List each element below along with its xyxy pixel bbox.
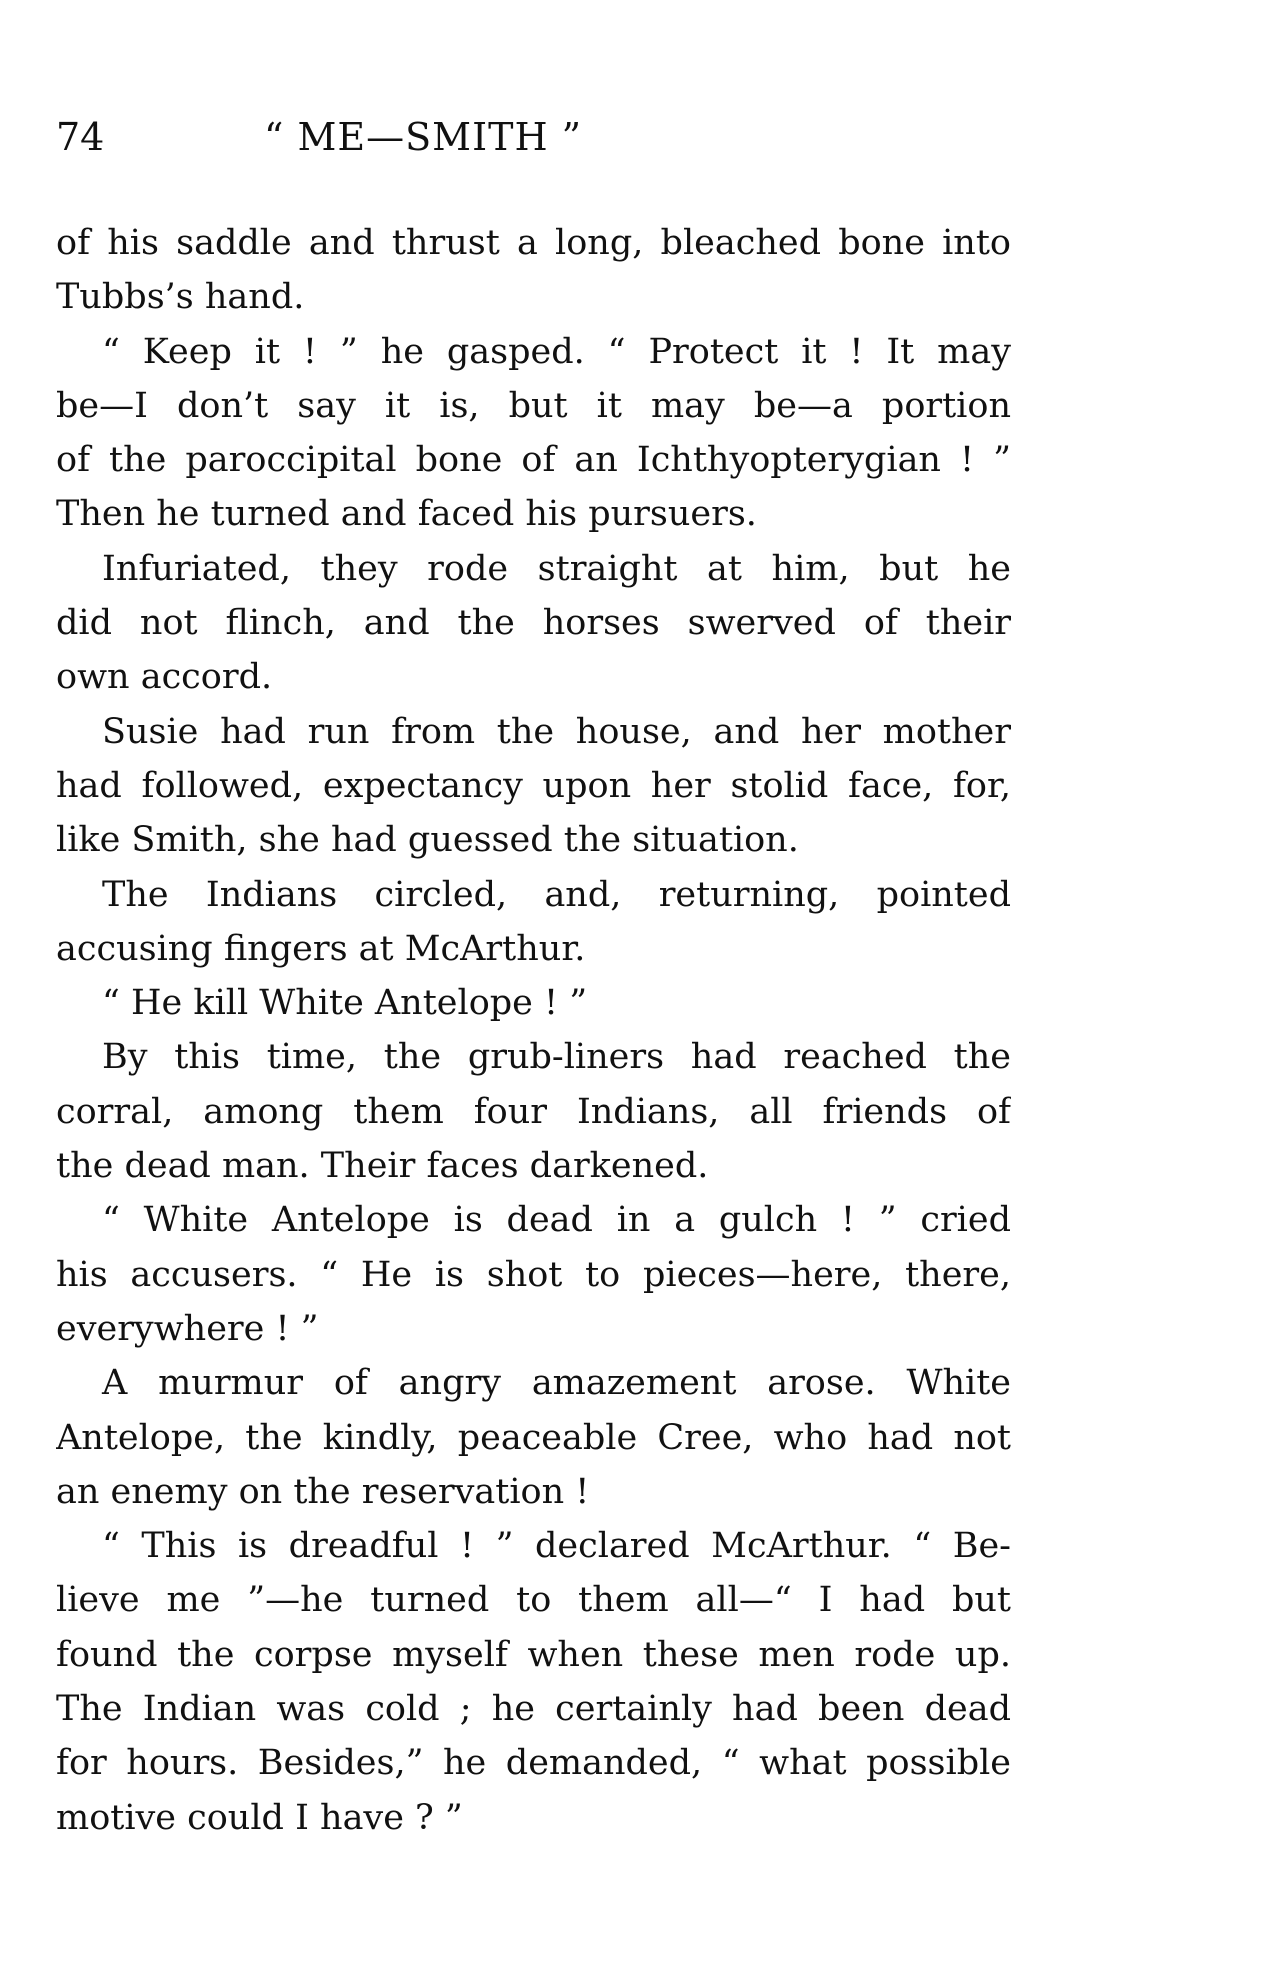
text-line: Infuriated, they rode straight at him, but he: [102, 548, 1011, 589]
text-line: of his saddle and thrust a long, bleached bone into: [56, 223, 1011, 263]
text-line: “ White Antelope is dead in a gulch ! ” cried: [102, 1200, 1011, 1241]
text-line: for hours. Besides,” he demanded, “ what possible: [56, 1743, 1011, 1784]
running-title: “ ME—SMITH ”: [264, 115, 583, 159]
text-line: The Indians circled, and, returning, pointed: [102, 874, 1011, 915]
text-line: like Smith, she had guessed the situation.: [56, 820, 799, 861]
text-line: “ This is dreadful ! ” declared McArthur. “ Be-: [102, 1526, 1011, 1567]
body-text: [56, 216, 1011, 1845]
text-line: his accusers. “ He is shot to pieces—here, there,: [56, 1254, 1011, 1295]
text-line: had followed, expectancy upon her stolid face, for,: [56, 765, 1011, 806]
text-line: be—I don’t say it is, but it may be—a portion: [56, 385, 1011, 426]
page-number: 74: [56, 115, 105, 159]
text-line: Susie had run from the house, and her mother: [102, 711, 1011, 752]
text-line: “ He kill White Antelope ! ”: [102, 983, 588, 1024]
text-line: found the corpse myself when these men rode up.: [56, 1634, 1011, 1675]
text-line: own accord.: [56, 657, 273, 698]
text-line: A murmur of angry amazement arose. White: [102, 1363, 1011, 1404]
text-line: the dead man. Their faces darkened.: [56, 1146, 709, 1187]
text-line: accusing fingers at McArthur.: [56, 928, 586, 969]
text-line: everywhere ! ”: [56, 1308, 319, 1349]
text-line: Then he turned and faced his pursuers.: [56, 494, 757, 535]
text-line: lieve me ”—he turned to them all—“ I had but: [56, 1580, 1011, 1621]
page-header: [56, 112, 1006, 172]
text-line: motive could I have ? ”: [56, 1797, 463, 1838]
text-line: corral, among them four Indians, all friends of: [56, 1091, 1011, 1132]
text-line: of the paroccipital bone of an Ichthyopterygian ! ”: [56, 440, 1011, 481]
text-line: an enemy on the reservation !: [56, 1471, 590, 1512]
text-line: Tubbs’s hand.: [56, 277, 305, 318]
text-line: Antelope, the kindly, peaceable Cree, who had not: [56, 1417, 1011, 1458]
text-line: “ Keep it ! ” he gasped. “ Protect it ! It may: [102, 331, 1011, 372]
text-line: did not flinch, and the horses swerved of their: [56, 603, 1011, 644]
text-line: The Indian was cold ; he certainly had been dead: [56, 1689, 1011, 1730]
text-line: By this time, the grub-liners had reached the: [102, 1037, 1011, 1078]
